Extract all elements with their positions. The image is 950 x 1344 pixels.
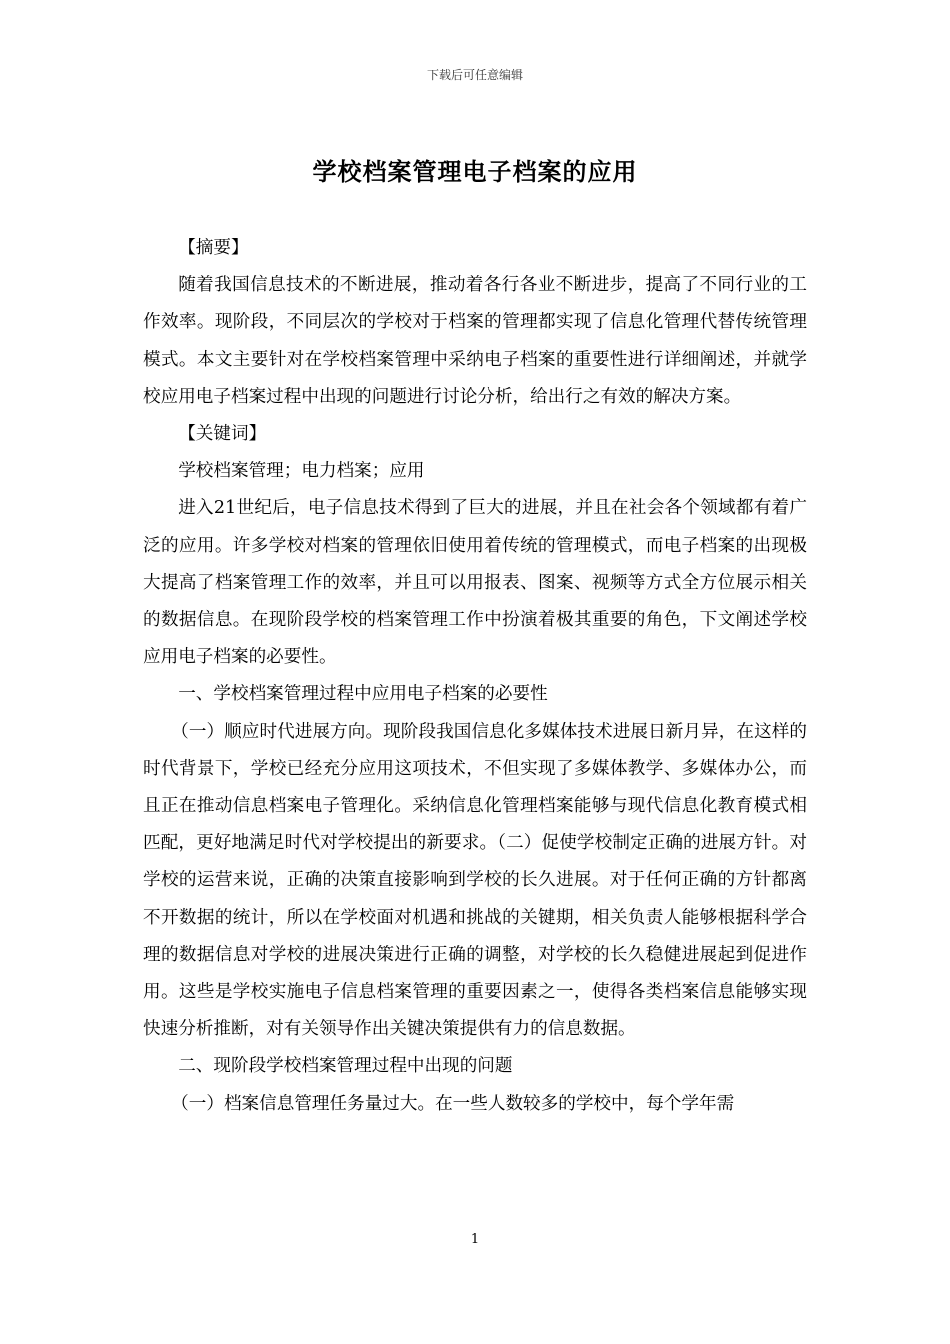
section-1-paragraph: （一）顺应时代进展方向。现阶段我国信息化多媒体技术进展日新月异，在这样的时代背景下，学校已经充分应用这项技术，不但实现了多媒体教学、多媒体办公，而且正在推动信息档案电子管理化。采纳信息化管理档案能够与现代信息化教育模式相匹配，更好地满足时代对学校提出的新要求。（二）促使学校制定正确的进展方针。对学校的运营来说，正确的决策直接影响到学校的长久进展。对于任何正确的方针都离不开数据的统计，所以在学校面对机遇和挑战的关键期，相关负责人能够根据科学合理的数据信息对学校的进展决策进行正确的调整，对学校的长久稳健进展起到促进作用。这些是学校实施电子信息档案管理的重要因素之一，使得各类档案信息能够实现快速分析推断，对有关领导作出关键决策提供有力的信息数据。	[143, 721, 807, 1040]
section-heading-1: 一、学校档案管理过程中应用电子档案的必要性	[178, 684, 548, 705]
document-title: 学校档案管理电子档案的应用	[312, 157, 638, 186]
abstract-heading: 【摘要】	[178, 238, 249, 258]
page-header: 下载后可任意编辑	[426, 68, 523, 82]
section-2-paragraph: （一）档案信息管理任务量过大。在一些人数较多的学校中，每个学年需	[171, 1093, 735, 1114]
intro-paragraph: 进入21世纪后，电子信息技术得到了巨大的进展，并且在社会各个领域都有着广泛的应用。许多学校对档案的管理依旧使用着传统的管理模式，而电子档案的出现极大提高了档案管理工作的效率，并且可以用报表、图案、视频等方式全方位展示相关的数据信息。在现阶段学校的档案管理工作中扮演着极其重要的角色，下文阐述学校应用电子档案的必要性。	[143, 498, 807, 668]
section-heading-2: 二、现阶段学校档案管理过程中出现的问题	[178, 1056, 513, 1077]
keywords-heading: 【关键词】	[178, 424, 267, 445]
document-body	[143, 230, 807, 1123]
abstract-paragraph: 随着我国信息技术的不断进展，推动着各行各业不断进步，提高了不同行业的工作效率。现阶段，不同层次的学校对于档案的管理都实现了信息化管理代替传统管理模式。本文主要针对在学校档案管理中采纳电子档案的重要性进行详细阐述，并就学校应用电子档案过程中出现的问题进行讨论分析，给出行之有效的解决方案。	[143, 275, 807, 407]
keywords-paragraph: 学校档案管理；电力档案；应用	[178, 461, 425, 482]
page-number: 1	[470, 1232, 480, 1247]
